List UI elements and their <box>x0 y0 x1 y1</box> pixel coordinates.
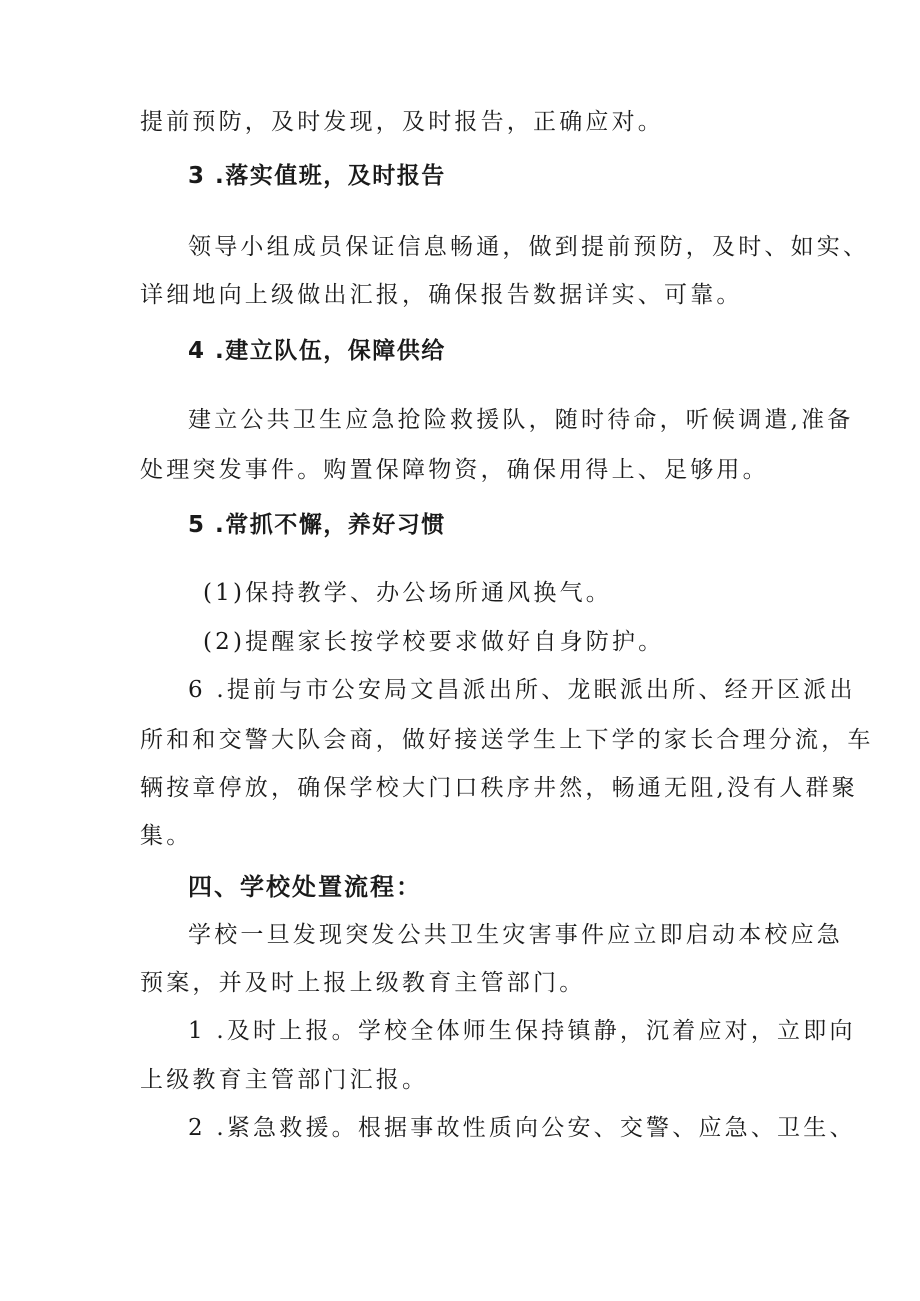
list-item: (2)提醒家长按学校要求做好自身防护。 <box>203 629 665 655</box>
subheading-team: 4 .建立队伍，保障供给 <box>188 338 446 364</box>
paragraph-line: 学校一旦发现突发公共卫生灾害事件应立即启动本校应急 <box>188 922 843 948</box>
paragraph-line: 领导小组成员保证信息畅通，做到提前预防，及时、如实、 <box>188 234 870 260</box>
subheading-habits: 5 .常抓不懈，养好习惯 <box>188 512 446 538</box>
paragraph-line: 辆按章停放，确保学校大门口秩序井然，畅通无阻,没有人群聚 <box>140 775 858 801</box>
subheading-duty: 3 .落实值班，及时报告 <box>188 163 446 189</box>
paragraph-line: 集。 <box>140 823 193 849</box>
paragraph-line: 详细地向上级做出汇报，确保报告数据详实、可靠。 <box>140 282 743 308</box>
paragraph-line: 预案，并及时上报上级教育主管部门。 <box>140 970 586 996</box>
paragraph-line: 2 .紧急救援。根据事故性质向公安、交警、应急、卫生、 <box>188 1115 856 1141</box>
paragraph-line: 处理突发事件。购置保障物资，确保用得上、足够用。 <box>140 457 769 483</box>
paragraph-line: 建立公共卫生应急抢险救援队，随时待命，听候调遣,准备 <box>188 407 854 433</box>
paragraph-line: 6 .提前与市公安局文昌派出所、龙眠派出所、经开区派出 <box>188 677 856 703</box>
list-item: (1)保持教学、办公场所通风换气。 <box>203 580 612 606</box>
section-heading-process: 四、学校处置流程： <box>188 873 422 901</box>
paragraph-line: 提前预防，及时发现，及时报告，正确应对。 <box>140 109 664 135</box>
paragraph-line: 1 .及时上报。学校全体师生保持镇静，沉着应对，立即向 <box>188 1018 856 1044</box>
paragraph-line: 上级教育主管部门汇报。 <box>140 1067 429 1093</box>
paragraph-line: 所和和交警大队会商，做好接送学生上下学的家长合理分流，车 <box>140 727 874 753</box>
